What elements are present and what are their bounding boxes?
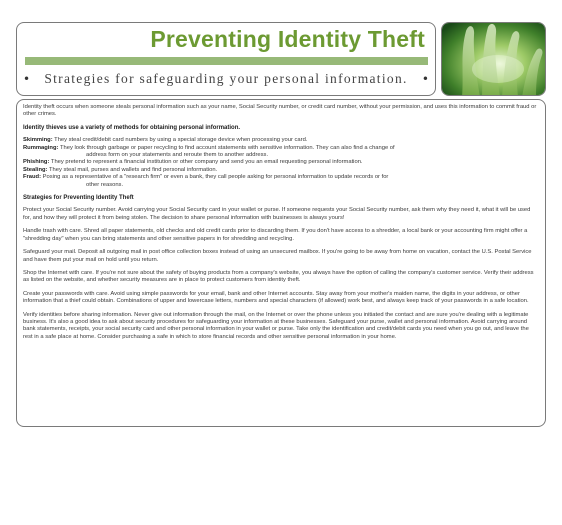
method-term: Phishing: bbox=[23, 159, 50, 166]
method-item-rummaging bbox=[23, 145, 539, 152]
method-text: They look through garbage or paper recycling to find account statements with sensitive information. They can also find a change of bbox=[59, 144, 395, 151]
method-item-fraud bbox=[23, 174, 539, 181]
method-term: Skimming: bbox=[23, 137, 53, 144]
strategy-paragraph: Create your passwords with care. Avoid using simple passwords for your email, bank and other Internet accounts. Stay away from your mother's maiden name, the digits in your address, or other information that a thief could obtain. Combinations of upper and lowercase letters, numbers and special characters (if allowed) work best, and always keep track of your passwords in a safe location. bbox=[23, 290, 529, 305]
method-term: Stealing: bbox=[23, 166, 48, 173]
strategy-paragraph: Protect your Social Security number. Avoid carrying your Social Security card in your wallet or purse. If someone requests your Social Security number, ask them why they need it, what it will be used for, and how they will protect it from being stolen. The decision to share personal information with businesses is always yours! bbox=[23, 207, 531, 221]
article-body bbox=[16, 99, 546, 427]
strategy-paragraph: Verify identities before sharing information. Never give out information through the mail, on the Internet or over the phone unless you initiated the contact and are sure you're dealing with a legitimate business. It's also a good idea to ask about security procedures for safeguarding your information at these businesses. Safeguard your purse, wallet and personal information. Avoid carrying around bank statements, receipts, your social security card and other personal information in your wallet or purse. Take only the identification and credit/debit cards you need when you go out, and leave the rest in a safe place at home. Consider purchasing a safe in which to store financial records and other sensitive personal information in your home. bbox=[23, 311, 529, 340]
title-accent-bar bbox=[25, 57, 428, 65]
method-text: Posing as a representative of a "research firm" or even a bank, they call people asking for personal information to update records or for bbox=[42, 174, 389, 181]
page-subtitle: Strategies for safeguarding your personal information. bbox=[44, 71, 408, 86]
hand-photo-graphic bbox=[442, 23, 546, 96]
methods-list bbox=[23, 137, 539, 189]
method-item-skimming bbox=[23, 137, 539, 144]
method-item-rummaging-cont: address form on your statements and reroute them to another address. bbox=[86, 152, 269, 159]
strategy-paragraph: Safeguard your mail. Deposit all outgoing mail in post office collection boxes instead of using an unsecured mailbox. If you're going to be away from home on vacation, contact the U.S. Postal Service and have them put your mail on hold until you return. bbox=[23, 249, 532, 263]
subtitle-row bbox=[23, 69, 429, 89]
bullet-icon: • bbox=[421, 72, 429, 86]
method-term: Rummaging: bbox=[23, 144, 59, 151]
strategies-heading: Strategies for Preventing Identity Theft bbox=[23, 195, 134, 202]
page-title: Preventing Identity Theft bbox=[150, 26, 425, 52]
strategy-paragraph: Shop the Internet with care. If you're not sure about the safety of buying products from a company's website, you always have the option of calling the company's customer service. Verify their address as listed on the website, and whether security measures are in place to protect customers from identity theft. bbox=[23, 269, 534, 284]
method-term: Fraud: bbox=[23, 174, 42, 181]
method-text: They steal credit/debit card numbers by using a special storage device when processing your card. bbox=[54, 137, 308, 144]
method-text: They pretend to represent a financial institution or other company and send you an email requesting personal information. bbox=[50, 159, 363, 166]
method-item-fraud-cont: other reasons. bbox=[86, 181, 124, 188]
method-item-phishing bbox=[23, 159, 539, 166]
hand-photo-icon bbox=[441, 22, 546, 96]
header-panel bbox=[16, 22, 436, 96]
strategy-paragraph: Handle trash with care. Shred all paper statements, old checks and old credit cards prior to discarding them. If you don't have access to a shredder, a local bank or your accounting firm might offer a "shredding day" when you can bring statements and other sensitive papers in for shredding and recycling. bbox=[23, 228, 528, 242]
method-item-stealing bbox=[23, 167, 539, 174]
method-text: They steal mail, purses and wallets and find personal information. bbox=[49, 166, 218, 173]
intro-paragraph: Identity theft occurs when someone steals personal information such as your name, Social Security number, or credit card number, without your permission, and uses this information to commit fraud or other crimes. bbox=[23, 104, 537, 118]
methods-heading: Identity thieves use a variety of methods for obtaining personal information. bbox=[23, 124, 241, 131]
bullet-icon: • bbox=[23, 72, 31, 86]
